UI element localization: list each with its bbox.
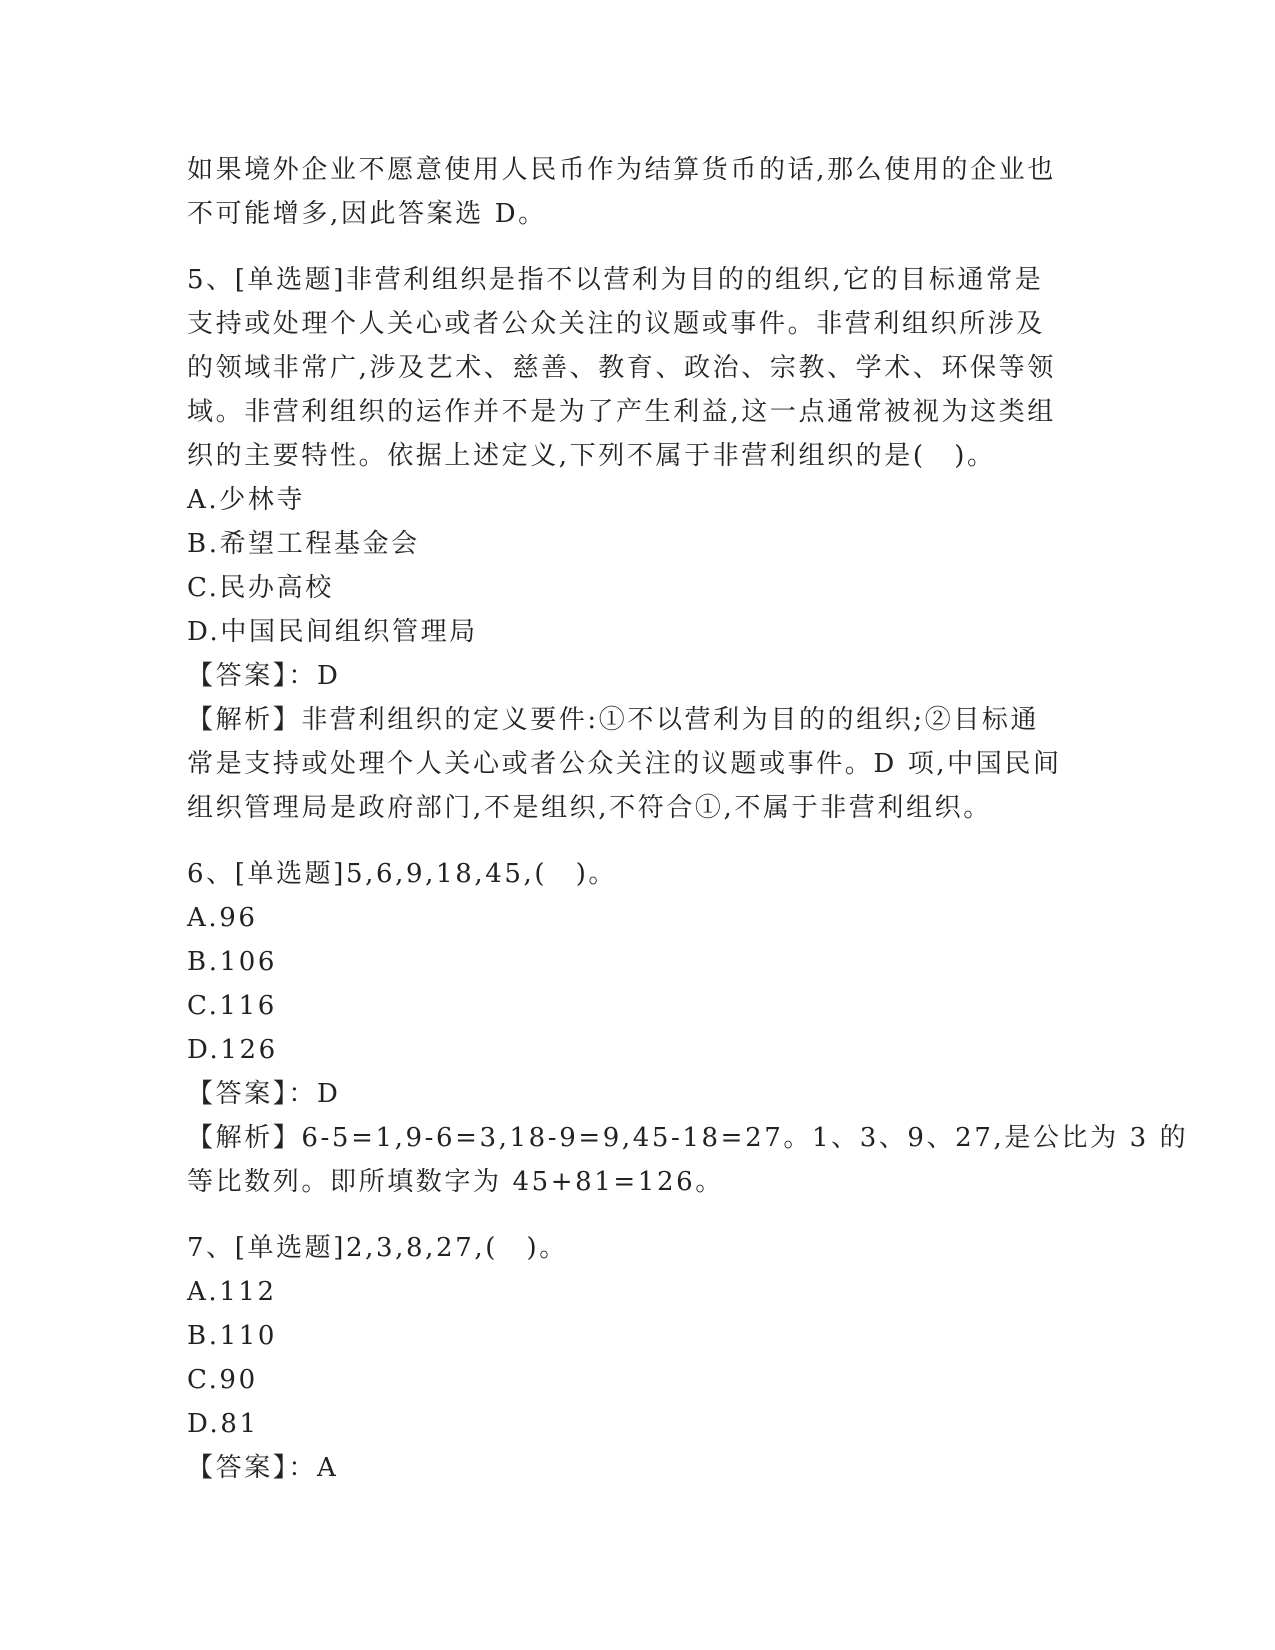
question-stem-line: 域。非营利组织的运作并不是为了产生利益,这一点通常被视为这类组	[187, 397, 1056, 427]
question-7	[187, 1226, 1087, 1490]
text-line: 如果境外企业不愿意使用人民币作为结算货币的话,那么使用的企业也	[187, 155, 1056, 185]
option-d: D.126	[187, 1035, 278, 1065]
question-stem-line: 5、[单选题]非营利组织是指不以营利为目的的组织,它的目标通常是	[187, 265, 1044, 295]
answer-line: 【答案】：D	[187, 1079, 341, 1109]
answer-line: 【答案】：A	[187, 1453, 339, 1483]
question-stem-line: 支持或处理个人关心或者公众关注的议题或事件。非营利组织所涉及	[187, 309, 1046, 339]
analysis-line: 组织管理局是政府部门,不是组织,不符合①,不属于非营利组织。	[187, 793, 992, 823]
option-d: D.中国民间组织管理局	[187, 617, 478, 647]
analysis-line: 【解析】非营利组织的定义要件:①不以营利为目的的组织;②目标通	[187, 705, 1040, 735]
question-stem-line: 的领域非常广,涉及艺术、慈善、教育、政治、宗教、学术、环保等领	[187, 353, 1056, 383]
text-line: 不可能增多,因此答案选 D。	[187, 199, 547, 229]
question-stem-line: 7、[单选题]2,3,8,27,( )。	[187, 1233, 568, 1263]
option-c: C.116	[187, 991, 277, 1021]
option-d: D.81	[187, 1409, 259, 1439]
option-b: B.106	[187, 947, 277, 977]
question-6	[187, 852, 1189, 1204]
document-page	[187, 148, 1189, 1490]
analysis-line: 【解析】6-5=1,9-6=3,18-9=9,45-18=27。1、3、9、27,是公比为 3 的	[187, 1123, 1189, 1153]
question-5	[187, 258, 1087, 830]
option-a: A.少林寺	[187, 485, 306, 515]
option-c: C.90	[187, 1365, 258, 1395]
option-b: B.希望工程基金会	[187, 529, 420, 559]
previous-analysis-continuation	[187, 148, 1087, 236]
question-stem-line: 6、[单选题]5,6,9,18,45,( )。	[187, 859, 618, 889]
analysis-line: 常是支持或处理个人关心或者公众关注的议题或事件。D 项,中国民间	[187, 749, 1062, 779]
option-b: B.110	[187, 1321, 277, 1351]
question-stem-line: 织的主要特性。依据上述定义,下列不属于非营利组织的是( )。	[187, 441, 996, 471]
option-a: A.112	[187, 1277, 277, 1307]
option-a: A.96	[187, 903, 258, 933]
option-c: C.民办高校	[187, 573, 334, 603]
answer-line: 【答案】：D	[187, 661, 341, 691]
analysis-line: 等比数列。即所填数字为 45+81=126。	[187, 1167, 724, 1197]
